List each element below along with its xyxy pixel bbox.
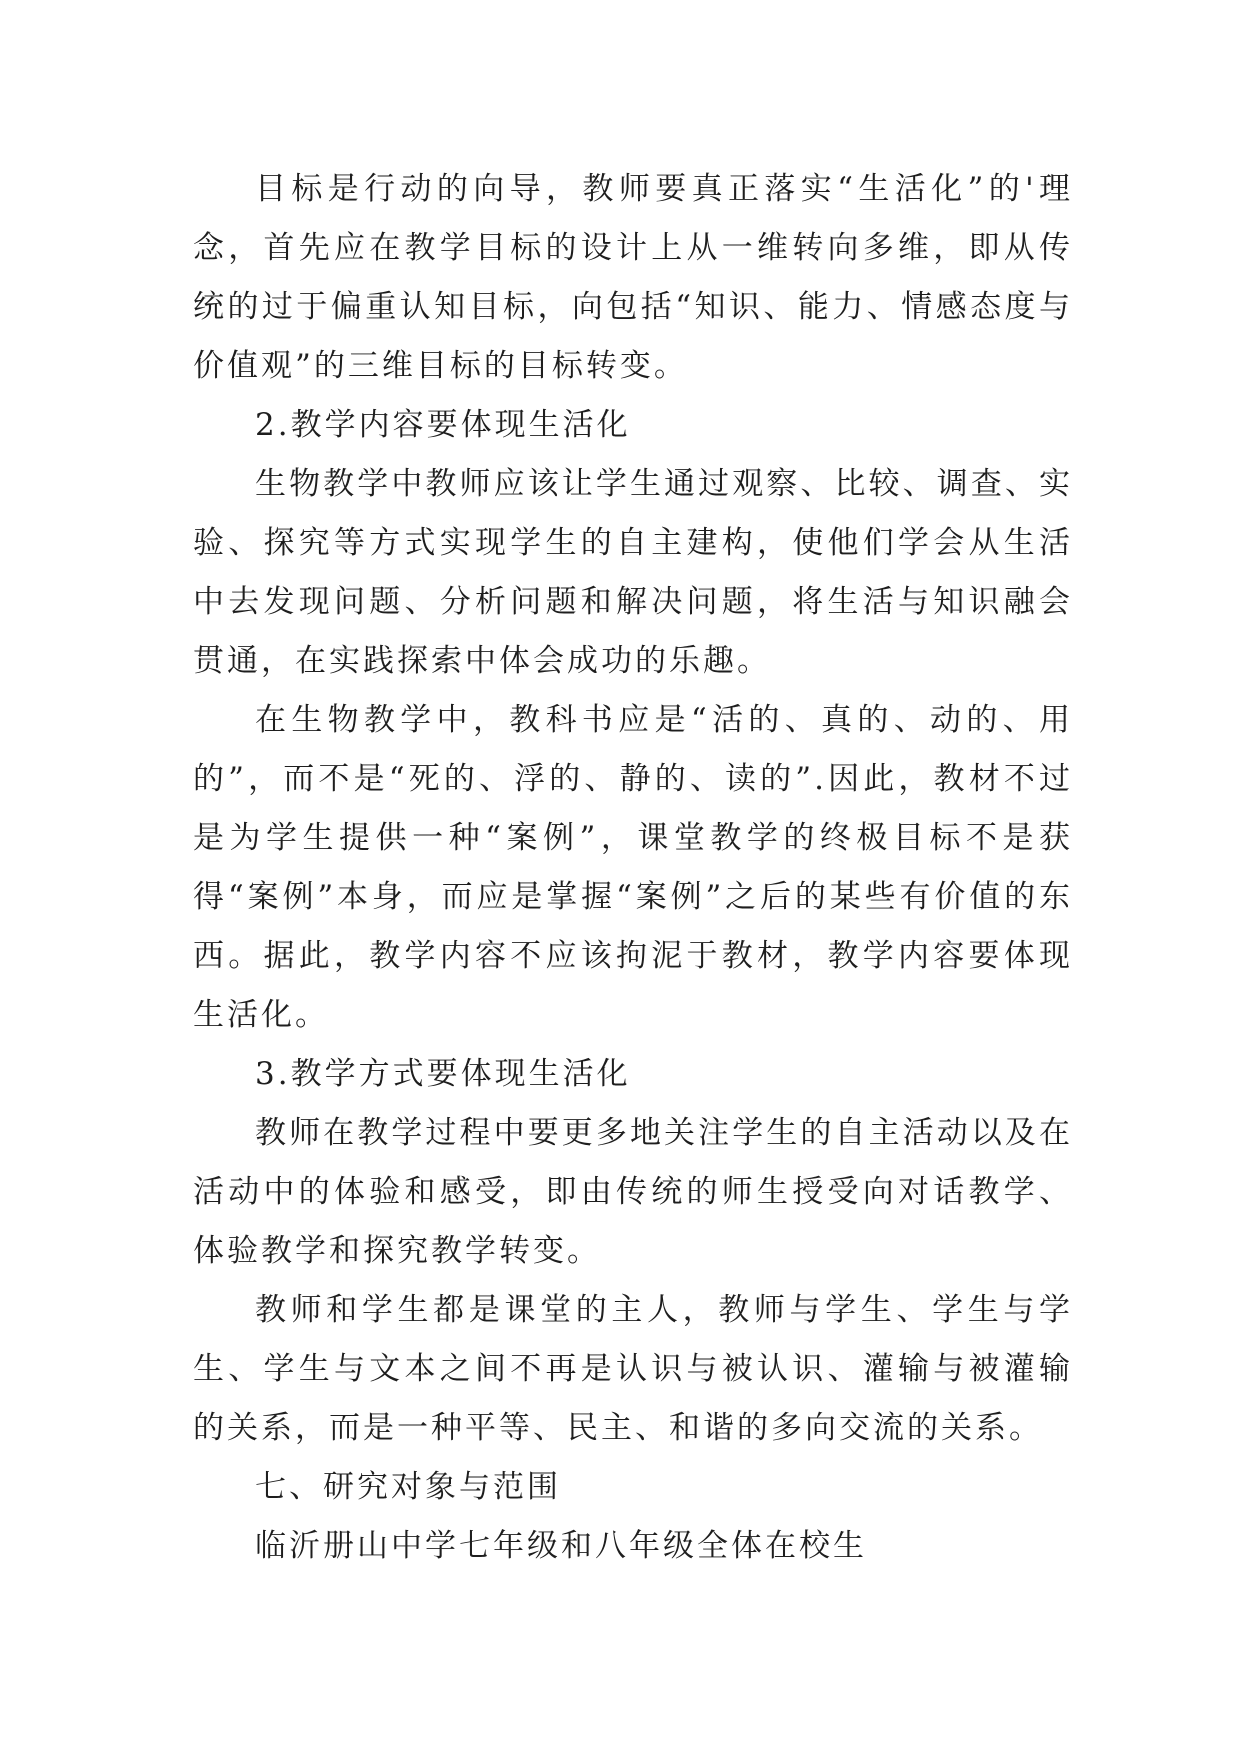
paragraph-research-subjects: 临沂册山中学七年级和八年级全体在校生 (255, 1528, 867, 1564)
paragraph-textbook: 在生物教学中，教科书应是“活的、真的、动的、用的”，而不是“死的、浮的、静的、读的”.因此，教材不过是为学生提供一种“案例”，课堂教学的终极目标不是获得“案例”本身，而应是掌握“案例”之后的某些有价值的东西。据此，教学内容不应该拘泥于教材，教学内容要体现生活化。 (193, 702, 1073, 1033)
section-heading-content: 2.教学内容要体现生活化 (255, 407, 631, 443)
paragraph-content-method: 生物教学中教师应该让学生通过观察、比较、调查、实验、探究等方式实现学生的自主建构，使他们学会从生活中去发现问题、分析问题和解决问题，将生活与知识融会贯通，在实践探索中体会成功的乐趣。 (193, 466, 1073, 679)
document-body (193, 160, 1073, 1576)
paragraph-teaching-method: 教师在教学过程中要更多地关注学生的自主活动以及在活动中的体验和感受，即由传统的师生授受向对话教学、体验教学和探究教学转变。 (193, 1115, 1073, 1269)
paragraph-teaching-goal: 目标是行动的向导，教师要真正落实“生活化”的'理念，首先应在教学目标的设计上从一维转向多维，即从传统的过于偏重认知目标，向包括“知识、能力、情感态度与价值观”的三维目标的目标转变。 (193, 171, 1073, 384)
paragraph-classroom-relations: 教师和学生都是课堂的主人，教师与学生、学生与学生、学生与文本之间不再是认识与被认识、灌输与被灌输的关系，而是一种平等、民主、和谐的多向交流的关系。 (193, 1292, 1073, 1446)
section-heading-method: 3.教学方式要体现生活化 (255, 1056, 631, 1092)
section-heading-research-scope: 七、研究对象与范围 (255, 1469, 561, 1505)
